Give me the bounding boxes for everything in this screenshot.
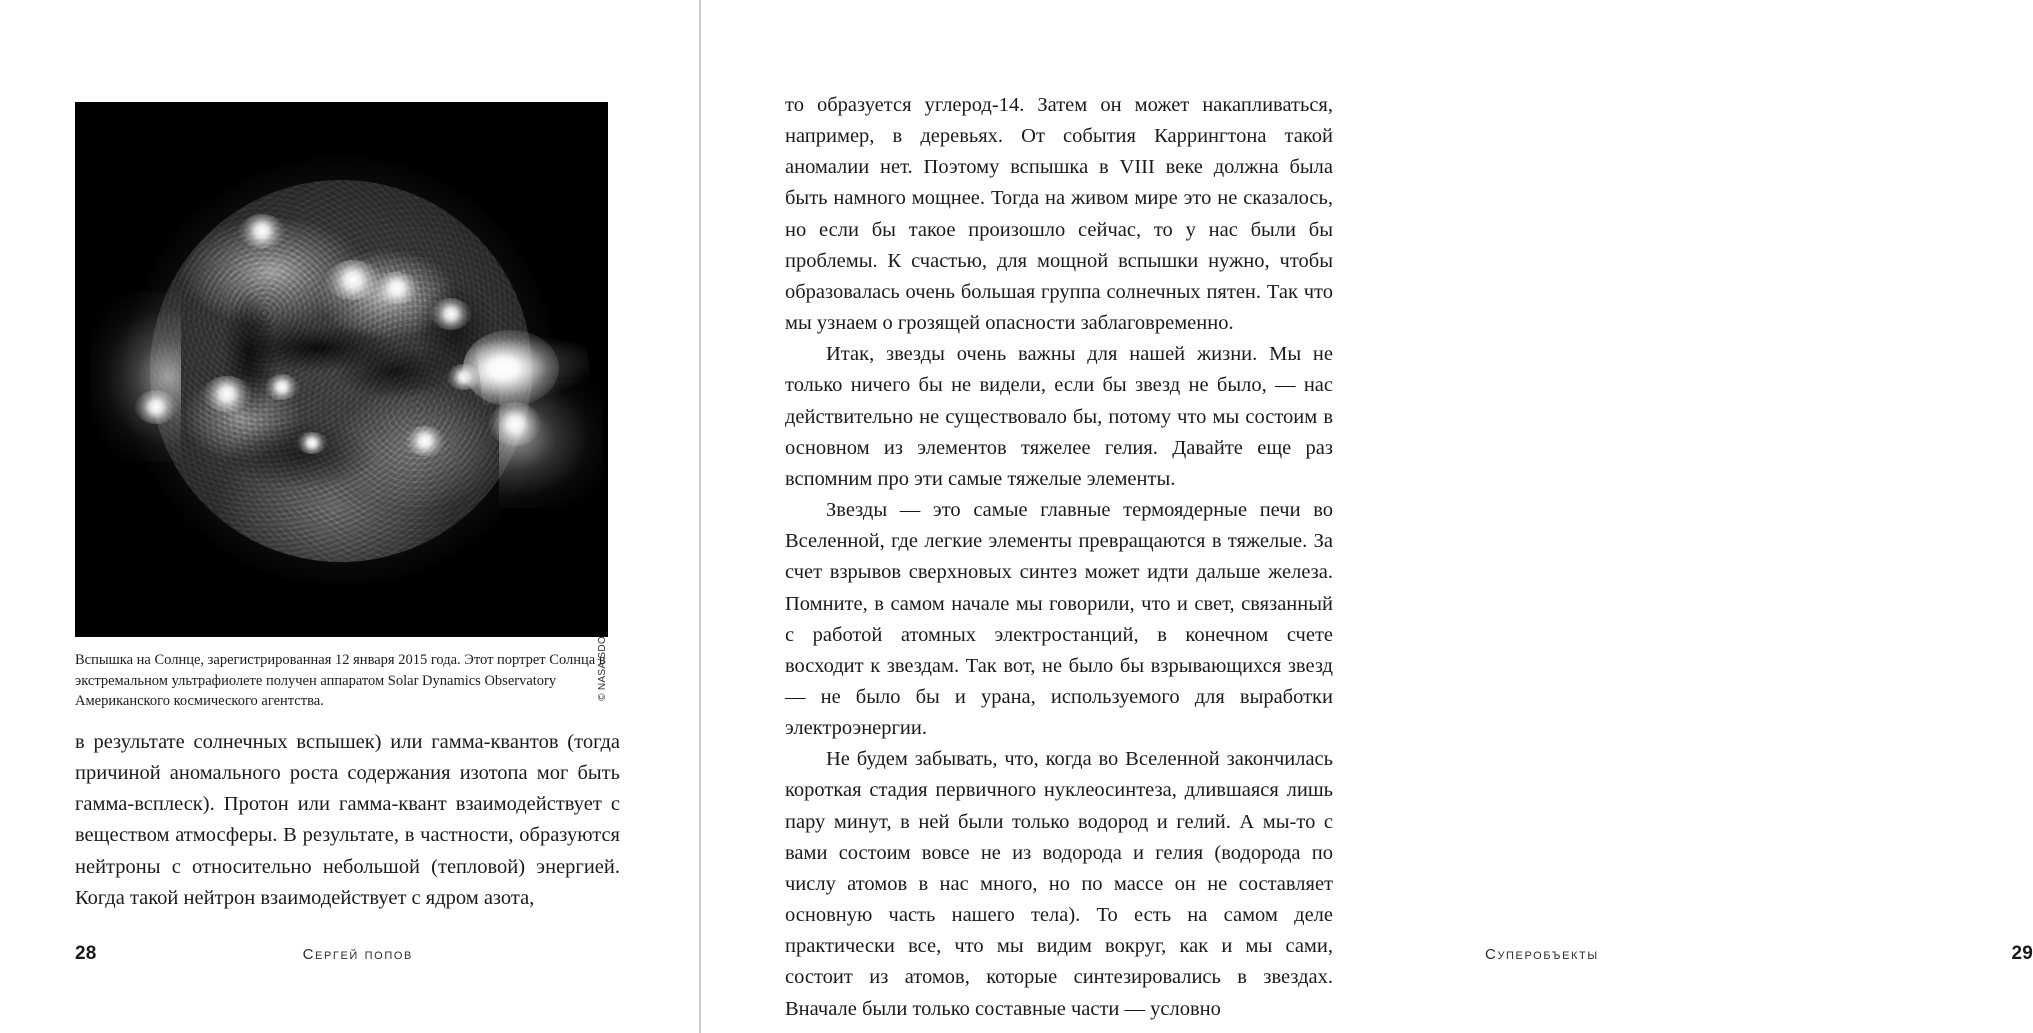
active-region (489, 402, 541, 446)
right-page-footer (1485, 943, 2033, 965)
paragraph: Не будем забывать, что, когда во Вселенной закончилась короткая стадия первичного нуклеосинтеза, длившаяся лишь пару минут, в ней были только водород и гелий. А мы-то с вами состоим вовсе не из водорода и гелия (водорода по числу атомов в нас много, но по массе он не составляет основную часть нашего тела). То есть на самом деле практически все, что мы видим вокруг, как и мы сами, состоит из атомов, которые синтезировались в звездах. Вначале были только составные части — условно (785, 748, 1333, 1020)
paragraph: в результате солнечных вспышек) или гамма-квантов (тогда причиной аномального роста содержания изотопа мог быть гамма-всплеск). Протон или гамма-квант взаимодействует с веществом атмосферы. В результате, в частности, образуются нейтроны с относительно небольшой (тепловой) энергией. Когда такой нейтрон взаимодействует с ядром азота, (75, 731, 620, 909)
active-region (239, 214, 285, 248)
active-region (431, 298, 471, 330)
paragraph: Звезды — это самые главные термоядерные печи во Вселенной, где легкие элементы превращаются в тяжелые. За счет взрывов сверхновых синтез может идти дальше железа. Помните, в самом начале мы говорили, что и свет, связанный с работой атомных электростанций, в конечном счете восходит к звездам. Так вот, не было бы взрывающихся звезд — не было бы и урана, используемого для выработки электроэнергии. (785, 499, 1333, 740)
active-region (203, 376, 251, 412)
page-number: 29 (2011, 943, 2033, 964)
active-region (297, 432, 327, 454)
left-page (0, 0, 700, 1033)
active-region (375, 272, 419, 304)
left-page-footer (75, 943, 620, 965)
left-body-text (75, 727, 620, 914)
page-gutter-rule (699, 0, 701, 1033)
paragraph: то образуется углерод-14. Затем он может накапливаться, например, в деревьях. От события Каррингтона такой аномалии нет. Поэтому вспышка в VIII веке должна была быть намного мощнее. Тогда на живом мире это не сказалось, но если бы такое произошло сейчас, то у нас были бы проблемы. К счастью, для мощной вспышки нужно, чтобы образовалась очень большая группа солнечных пятен. Так что мы узнаем о грозящей опасности заблаговременно. (785, 94, 1333, 335)
figure-caption: Вспышка на Солнце, зарегистрированная 12 января 2015 года. Этот портрет Солнца в экстремальном ультрафиолете получен аппаратом Solar Dynamics Observatory Американского космического агентства. (75, 652, 606, 710)
active-region (405, 426, 445, 456)
paragraph: Итак, звезды очень важны для нашей жизни. Мы не только ничего бы не видели, если бы звезд не было, — нас действительно не существовало бы, потому что мы состоим в основном из элементов тяжелее гелия. Давайте еще раз вспомним про эти самые тяжелые элементы. (785, 343, 1333, 490)
solar-flare-hotspot (463, 330, 559, 406)
page-number: 28 (75, 943, 97, 964)
running-head-author: сергей попов (302, 946, 413, 963)
active-region (325, 260, 381, 300)
photo-credit: © NASA/SDO (597, 636, 608, 701)
right-page (700, 0, 2033, 1033)
active-region (135, 390, 177, 424)
solar-photograph (75, 102, 608, 637)
running-head-title: Суперобъекты (1485, 946, 1599, 963)
limb-loops-left (91, 292, 181, 462)
active-region (265, 374, 299, 400)
right-body-text (785, 90, 1333, 1025)
